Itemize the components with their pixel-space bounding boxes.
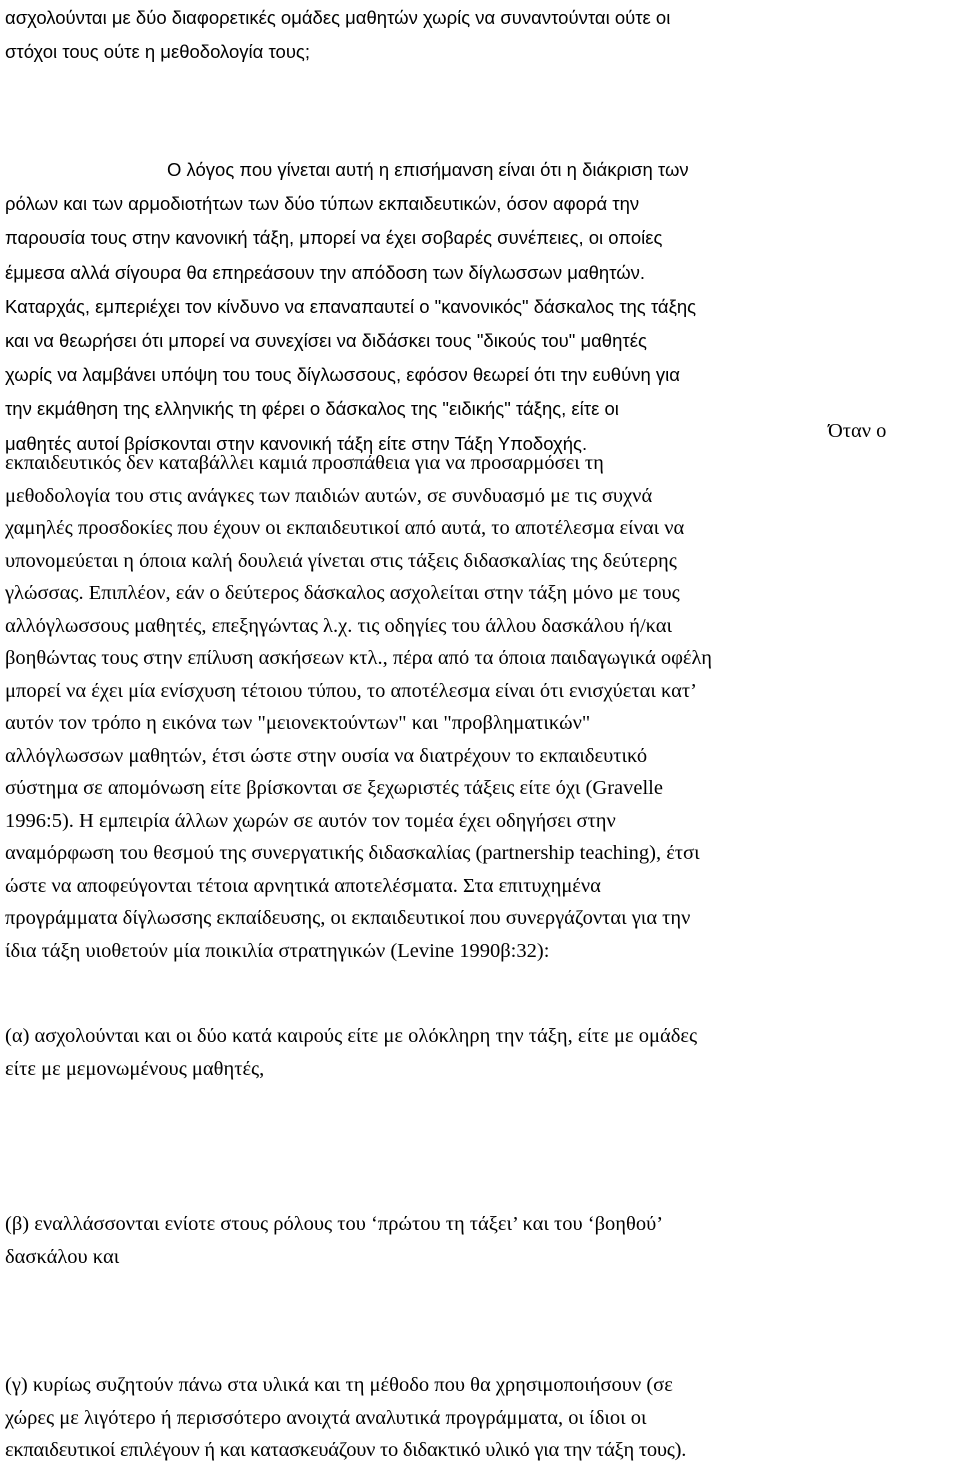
list-item-a [5, 1020, 955, 1085]
text-line: παρουσία τους στην κανονική τάξη, μπορεί να έχει σοβαρές συνέπειες, οι οποίες [5, 227, 663, 249]
text-line: χωρίς να λαμβάνει υπόψη του τους δίγλωσσους, εφόσον θεωρεί ότι την ευθύνη για [5, 364, 680, 386]
text-line: μεθοδολογία του στις ανάγκες των παιδιών αυτών, σε συνδυασμό με τις συχνά [5, 484, 653, 507]
text-line: εκπαιδευτικός δεν καταβάλλει καμιά προσπάθεια για να προσαρμόσει τη [5, 452, 604, 474]
text-line: στόχοι τους ούτε η μεθοδολογία τους; [5, 41, 310, 63]
text-line: αλλόγλωσσους μαθητές, επεξηγώντας λ.χ. τις οδηγίες του άλλου δασκάλου ή/και [5, 614, 673, 637]
text-line: ρόλων και των αρμοδιοτήτων των δύο τύπων εκπαιδευτικών, όσον αφορά την [5, 193, 640, 215]
text-line: χώρες με λιγότερο ή περισσότερο ανοιχτά αναλυτικά προγράμματα, οι ίδιοι οι [5, 1406, 647, 1429]
text-line: αλλόγλωσσων μαθητών, έτσι ώστε στην ουσία να διατρέχουν το εκπαιδευτικό [5, 744, 648, 767]
text-line: δασκάλου και [5, 1245, 120, 1268]
text-line: προγράμματα δίγλωσσης εκπαίδευσης, οι εκπαιδευτικοί που συνεργάζονται για την [5, 907, 691, 929]
list-item-c [5, 1369, 955, 1467]
text-line: εκπαιδευτικοί επιλέγουν ή και κατασκευάζουν το διδακτικό υλικό για την τάξη τους). [5, 1439, 687, 1461]
text-line-indented: Ο λόγος που γίνεται αυτή η επισήμανση είναι ότι η διάκριση των [167, 159, 689, 180]
text-line: αναμόρφωση του θεσμού της συνεργατικής διδασκαλίας (partnership teaching), έτσι [5, 842, 700, 864]
text-line: και να θεωρήσει ότι μπορεί να συνεχίσει να διδάσκει τους "δικούς του" μαθητές [5, 329, 647, 351]
text-line: έμμεσα αλλά σίγουρα θα επηρεάσουν την απόδοση των δίγλωσσων μαθητών. [5, 261, 646, 283]
text-line: (γ) κυρίως συζητούν πάνω στα υλικά και τη μέθοδο που θα χρησιμοποιήσουν (σε [5, 1374, 673, 1396]
main-paragraph-serif [5, 447, 955, 967]
text-line: ώστε να αποφεύγονται τέτοια αρνητικά αποτελέσματα. Στα επιτυχημένα [5, 874, 601, 897]
sentence-continuation: Όταν ο [828, 420, 887, 442]
text-line: μαθητές αυτοί βρίσκονται στην κανονική τάξη είτε στην Τάξη Υποδοχής. [5, 432, 588, 454]
text-line: την εκμάθηση της ελληνικής τη φέρει ο δάσκαλος της "ειδικής" τάξης, είτε οι [5, 398, 619, 420]
text-line: βοηθώντας τους στην επίλυση ασκήσεων κτλ., πέρα από τα όποια παιδαγωγικά οφέλη [5, 647, 713, 669]
text-line: (β) εναλλάσσονται ενίοτε στους ρόλους του ‘πρώτου τη τάξει’ και του ‘βοηθού’ [5, 1213, 664, 1235]
text-line: ίδια τάξη υιοθετούν μία ποικιλία στρατηγικών (Levine 1990β:32): [5, 939, 550, 962]
text-line: σύστημα σε απομόνωση είτε βρίσκονται σε ξεχωριστές τάξεις είτε όχι (Gravelle [5, 777, 663, 799]
text-line: αυτόν τον τρόπο η εικόνα των "μειονεκτούντων" και "προβληματικών" [5, 712, 591, 734]
text-line: (α) ασχολούνται και οι δύο κατά καιρούς είτε με ολόκληρη την τάξη, είτε με ομάδες [5, 1025, 698, 1047]
text-line: ασχολούνται με δύο διαφορετικές ομάδες μαθητών χωρίς να συναντούνται ούτε οι [5, 7, 671, 28]
intro-paragraph [5, 1, 955, 69]
list-item-b [5, 1208, 955, 1273]
text-line: μπορεί να έχει μία ενίσχυση τέτοιου τύπου, το αποτέλεσμα είναι ότι ενισχύεται κατ’ [5, 679, 697, 702]
text-line: υπονομεύεται η όποια καλή δουλειά γίνεται στις τάξεις διδασκαλίας της δεύτερης [5, 549, 677, 572]
text-line: γλώσσας. Επιπλέον, εάν ο δεύτερος δάσκαλος ασχολείται στην τάξη μόνο με τους [5, 582, 680, 604]
text-line: Καταρχάς, εμπεριέχει τον κίνδυνο να επαναπαυτεί ο "κανονικός" δάσκαλος της τάξης [5, 295, 697, 317]
main-paragraph-sans [5, 153, 955, 461]
text-line: χαμηλές προσδοκίες που έχουν οι εκπαιδευτικοί από αυτά, το αποτέλεσμα είναι να [5, 517, 685, 539]
text-line: 1996:5). Η εμπειρία άλλων χωρών σε αυτόν τον τομέα έχει οδηγήσει στην [5, 809, 616, 832]
text-line: είτε με μεμονωμένους μαθητές, [5, 1057, 265, 1080]
